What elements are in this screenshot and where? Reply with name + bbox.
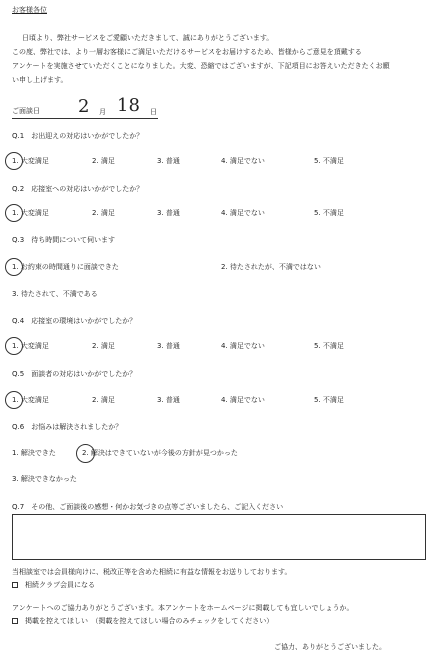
q4-label: Q.4 応接室の環境はいかがでしたか？ [12,317,137,325]
q6-label: Q.6 お悩みは解決されましたか？ [12,423,123,431]
q2-label: Q.2 応接室への対応はいかがでしたか？ [12,185,144,193]
date-day-unit: 日 [150,108,157,116]
q1-option-4[interactable]: 4. 満足でない [221,157,265,165]
q1-option-5[interactable]: 5. 不満足 [314,157,344,165]
q6-option-3[interactable]: 3. 解決できなかった [12,475,77,483]
q4-option-5[interactable]: 5. 不満足 [314,342,344,350]
publish-checkbox[interactable] [12,618,18,624]
q4-option-1[interactable]: 1. 大変満足 [12,342,49,350]
q5-option-5[interactable]: 5. 不満足 [314,396,344,404]
q3-label: Q.3 待ち時間について伺います [12,236,116,244]
q2-option-2[interactable]: 2. 満足 [92,209,115,217]
date-underline [12,118,158,119]
q6-selection-circle [76,444,95,463]
q1-option-2[interactable]: 2. 満足 [92,157,115,165]
club-checkbox-label: 相続クラブ会員になる [25,581,95,589]
date-month-unit: 月 [99,108,106,116]
publish-text: アンケートへのご協力ありがとうございます。本アンケートをホームページに掲載しても宜しいでしょうか。 [12,604,354,612]
intro-line-2: この度、弊社では、より一層お客様にご満足いただけるサービスをお届けするため、皆様からご意見を頂戴する [12,48,362,56]
q3-selection-circle [5,258,23,276]
newsletter-text: 当相談室では会員様向けに、税改正等を含めた相続に有益な情報をお送りしております。 [12,568,292,576]
q5-option-4[interactable]: 4. 満足でない [221,396,265,404]
q5-option-1[interactable]: 1. 大変満足 [12,396,49,404]
q5-selection-circle [5,391,23,409]
q7-label: Q.7 その他、ご面談後の感想・何かお気づきの点等ございましたら、ご記入ください [12,503,284,511]
q5-option-2[interactable]: 2. 満足 [92,396,115,404]
intro-line-1: 日頃より、弊社サービスをご愛顧いただきまして、誠にありがとうございます。 [22,34,274,42]
intro-line-3: アンケートを実施させていただくことになりました。大変、恐縮ではございますが、下記項目にお答えいただきたくお願 [12,62,390,70]
q1-option-3[interactable]: 3. 普通 [157,157,180,165]
q1-label: Q.1 お出迎えの対応はいかがでしたか？ [12,132,144,140]
date-label: ご面談日 [12,107,40,115]
q2-option-4[interactable]: 4. 満足でない [221,209,265,217]
q3-option-3[interactable]: 3. 待たされて、不満である [12,290,98,298]
intro-line-4: い申し上げます。 [12,76,68,84]
q2-option-5[interactable]: 5. 不満足 [314,209,344,217]
q6-option-1[interactable]: 1. 解決できた [12,449,56,457]
q4-option-4[interactable]: 4. 満足でない [221,342,265,350]
q6-option-2[interactable]: 2. 解決はできていないが今後の方針が見つかった [82,449,238,457]
thanks-text: ご協力、ありがとうございました。 [274,643,386,651]
q5-option-3[interactable]: 3. 普通 [157,396,180,404]
q3-option-2[interactable]: 2. 待たされたが、不満ではない [221,263,321,271]
q2-option-1[interactable]: 1. 大変満足 [12,209,49,217]
q3-option-1[interactable]: 1. お約束の時間通りに面談できた [12,263,119,271]
q5-label: Q.5 面談者の対応はいかがでしたか？ [12,370,137,378]
date-day-value[interactable]: 18 [117,95,140,116]
q4-option-3[interactable]: 3. 普通 [157,342,180,350]
q1-selection-circle [5,152,23,170]
q2-option-3[interactable]: 3. 普通 [157,209,180,217]
salutation: お客様各位 [12,6,47,14]
q4-selection-circle [5,337,23,355]
date-month-value[interactable]: 2 [78,96,90,117]
q2-selection-circle [5,204,23,222]
publish-checkbox-label: 掲載を控えてほしい （掲載を控えてほしい場合のみチェックをしてください） [25,617,274,625]
q4-option-2[interactable]: 2. 満足 [92,342,115,350]
q1-option-1[interactable]: 1. 大変満足 [12,157,49,165]
club-checkbox[interactable] [12,582,18,588]
comment-box[interactable] [12,514,426,560]
